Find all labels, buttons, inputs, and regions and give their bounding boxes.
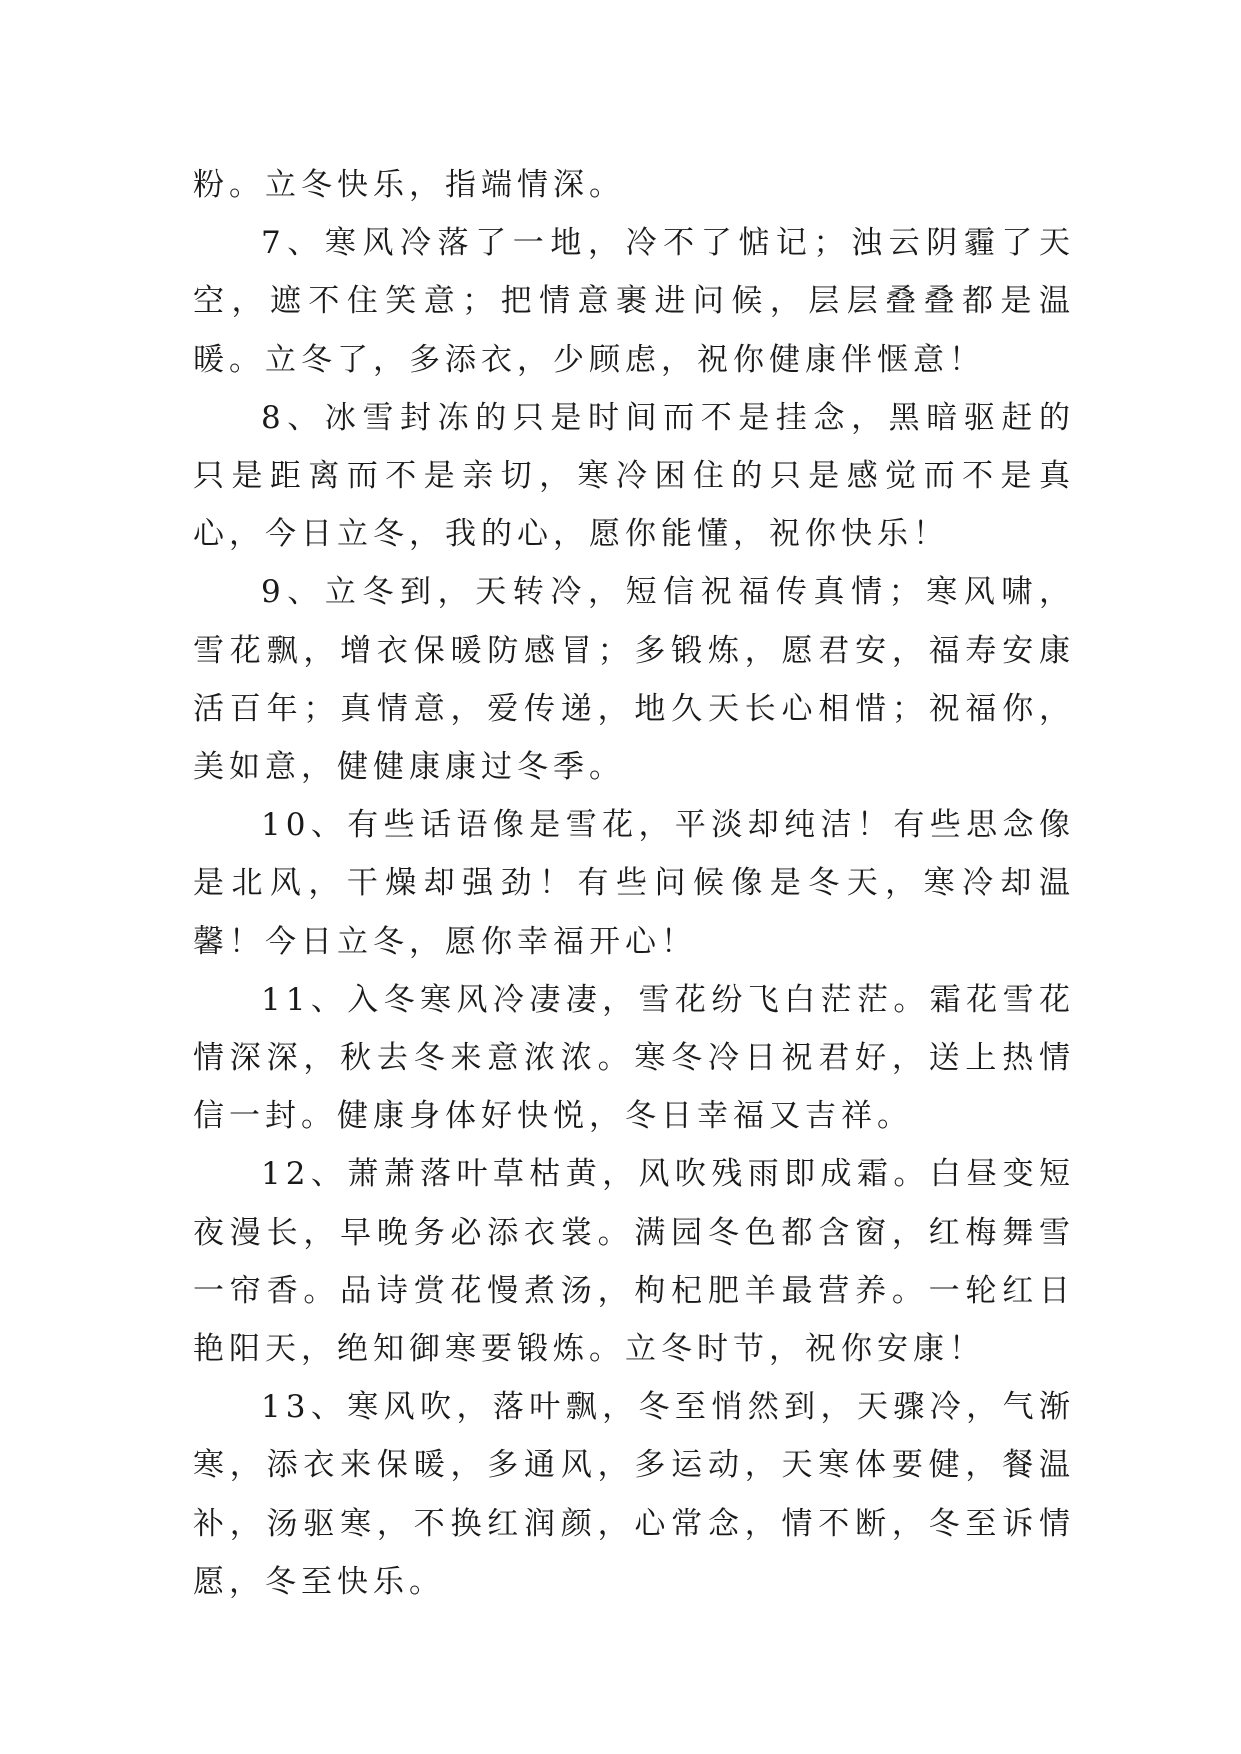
paragraph-item-7: 7、寒风冷落了一地，冷不了惦记；浊云阴霾了天空，遮不住笑意；把情意裹进问候，层层叠叠都是温暖。立冬了，多添衣，少顾虑，祝你健康伴惬意！ xyxy=(193,225,1075,378)
paragraph-item-10: 10、有些话语像是雪花，平淡却纯洁！有些思念像是北风，干燥却强劲！有些问候像是冬天，寒冷却温馨！今日立冬，愿你幸福开心！ xyxy=(193,807,1075,960)
paragraph-item-13: 13、寒风吹，落叶飘，冬至悄然到，天骤冷，气渐寒，添衣来保暖，多通风，多运动，天寒体要健，餐温补，汤驱寒，不换红润颜，心常念，情不断，冬至诉情愿，冬至快乐。 xyxy=(193,1389,1075,1600)
paragraph-item-12: 12、萧萧落叶草枯黄，风吹残雨即成霜。白昼变短夜漫长，早晚务必添衣裳。满园冬色都含窗，红梅舞雪一帘香。品诗赏花慢煮汤，枸杞肥羊最营养。一轮红日艳阳天，绝知御寒要锻炼。立冬时节，祝你安康！ xyxy=(193,1156,1075,1368)
paragraph-item-8: 8、冰雪封冻的只是时间而不是挂念，黑暗驱赶的只是距离而不是亲切，寒冷困住的只是感觉而不是真心，今日立冬，我的心，愿你能懂，祝你快乐！ xyxy=(193,399,1075,553)
document-body xyxy=(193,156,1075,1611)
paragraph-item-11: 11、入冬寒风冷凄凄，雪花纷飞白茫茫。霜花雪花情深深，秋去冬来意浓浓。寒冬冷日祝君好，送上热情信一封。健康身体好快悦，冬日幸福又吉祥。 xyxy=(193,981,1075,1135)
paragraph-continuation: 粉。立冬快乐，指端情深。 xyxy=(193,167,625,203)
paragraph-item-9: 9、立冬到，天转冷，短信祝福传真情；寒风啸，雪花飘，增衣保暖防感冒；多锻炼，愿君安，福寿安康活百年；真情意，爱传递，地久天长心相惜；祝福你，美如意，健健康康过冬季。 xyxy=(193,574,1075,786)
